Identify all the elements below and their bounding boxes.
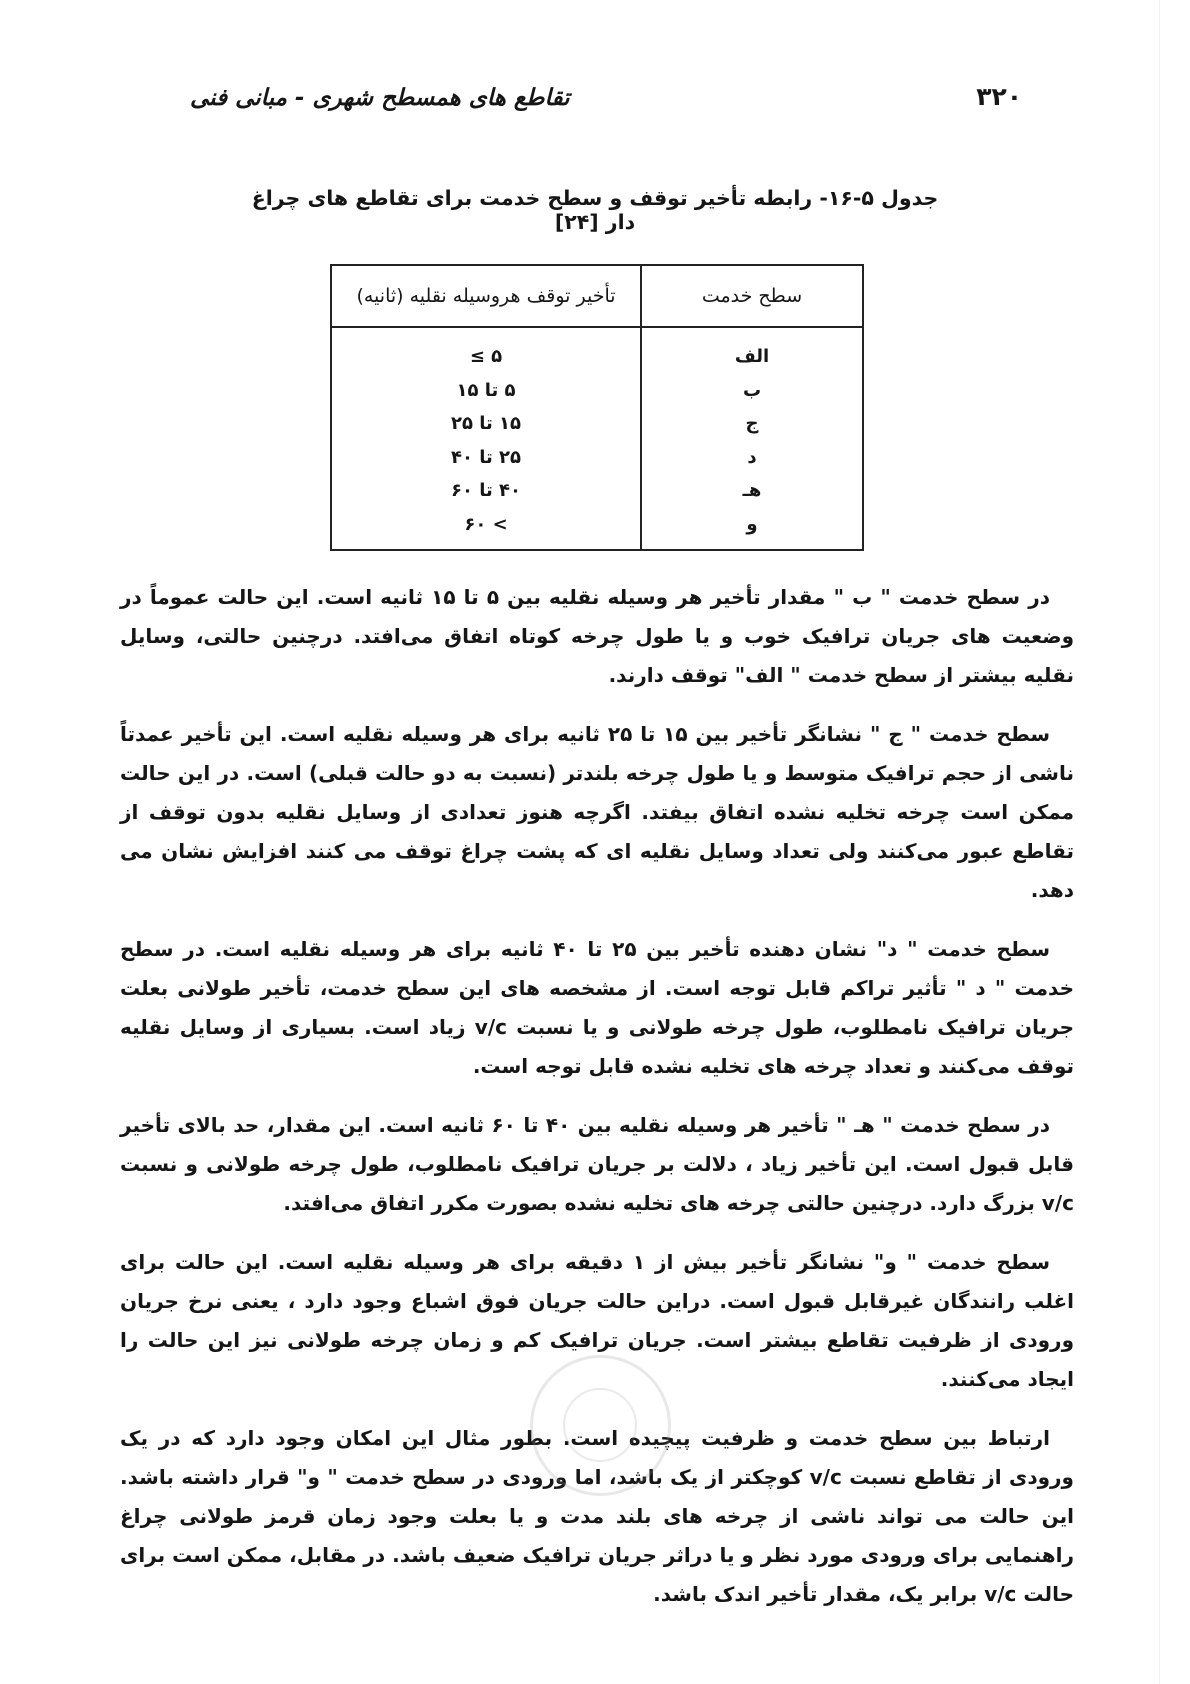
cell-los: د [641, 441, 863, 475]
table-caption: جدول ۵-۱۶- رابطه تأخیر توقف و سطح خدمت برای تقاطع های چراغ دار [۲۴] [251, 186, 939, 234]
table-row [331, 441, 863, 475]
running-header [190, 82, 1022, 122]
cell-delay: > ۶۰ [331, 508, 641, 551]
scan-edge-line [1159, 0, 1160, 1684]
table-row [331, 374, 863, 408]
page-number: ۳۲۰ [976, 82, 1022, 111]
cell-los: و [641, 508, 863, 551]
table-row [331, 407, 863, 441]
body-text [120, 578, 1074, 1634]
cell-los: ج [641, 407, 863, 441]
paragraph-los-b: در سطح خدمت " ب " مقدار تأخیر هر وسیله نقلیه بین ۵ تا ۱۵ ثانیه است. این حالت عموماً در وضعیت های جریان ترافیک خوب و یا طول چرخه کوتاه اتفاق می‌افتد. درچنین حالتی، وسایل نقلیه بیشتر از سطح خدمت " الف" توقف دارند. [120, 585, 1074, 687]
cell-delay: ۵ ≥ [331, 327, 641, 374]
table-header-row [331, 265, 863, 327]
cell-los: ب [641, 374, 863, 408]
paragraph-los-d: سطح خدمت " د" نشان دهنده تأخیر بین ۲۵ تا ۴۰ ثانیه برای هر وسیله نقلیه است. در سطح خدمت " د " تأثیر تراکم قابل توجه است. از مشخصه های این سطح خدمت، تأخیر طولانی بعلت جریان ترافیک نامطلوب، طول چرخه طولانی و یا نسبت v/c زیاد است. بسیاری از وسایل نقلیه توقف می‌کنند و تعداد چرخه های تخلیه نشده قابل توجه است. [120, 937, 1074, 1078]
paragraph-los-e: در سطح خدمت " هـ " تأخیر هر وسیله نقلیه بین ۴۰ تا ۶۰ ثانیه است. این مقدار، حد بالای تأخیر قابل قبول است. این تأخیر زیاد ، دلالت بر جریان ترافیک نامطلوب، طول چرخه طولانی و نسبت v/c بزرگ دارد. درچنین حالتی چرخه های تخلیه نشده بصورت مکرر اتفاق می‌افتد. [120, 1113, 1074, 1215]
cell-delay: ۱۵ تا ۲۵ [331, 407, 641, 441]
header-delay: تأخیر توقف هروسیله نقلیه (ثانیه) [331, 265, 641, 327]
table-row [331, 474, 863, 508]
table-row [331, 327, 863, 374]
paragraph-los-f: سطح خدمت " و" نشانگر تأخیر بیش از ۱ دقیقه برای هر وسیله نقلیه است. این حالت برای اغلب رانندگان غیرقابل قبول است. دراین حالت جریان فوق اشباع وجود دارد ، یعنی نرخ جریان ورودی از ظرفیت تقاطع بیشتر است. جریان ترافیک کم و زمان چرخه طولانی نیز این حالت را ایجاد می‌کنند. [120, 1250, 1074, 1391]
cell-delay: ۵ تا ۱۵ [331, 374, 641, 408]
paragraph-capacity: ارتباط بین سطح خدمت و ظرفیت پیچیده است. بطور مثال این امکان وجود دارد که در یک ورودی از تقاطع نسبت v/c کوچکتر از یک باشد، اما ورودی در سطح خدمت " و" قرار داشته باشد. این حالت می تواند ناشی از چرخه های بلند مدت و یا بعلت وجود زمان قرمز طولانی چراغ راهنمایی برای ورودی مورد نظر و یا دراثر جریان ترافیک ضعیف باشد. در مقابل، ممکن است برای حالت v/c برابر یک، مقدار تأخیر اندک باشد. [120, 1426, 1074, 1606]
cell-los: هـ [641, 474, 863, 508]
table-row [331, 508, 863, 551]
cell-delay: ۲۵ تا ۴۰ [331, 441, 641, 475]
running-title: تقاطع های همسطح شهری - مبانی فنی [190, 85, 570, 111]
paragraph-los-c: سطح خدمت " ج " نشانگر تأخیر بین ۱۵ تا ۲۵ ثانیه برای هر وسیله نقلیه است. این تأخیر عمدتاً ناشی از حجم ترافیک متوسط و یا طول چرخه بلندتر (نسبت به دو حالت قبلی) است. در این حالت ممکن است چرخه تخلیه نشده اتفاق بیفتد. اگرچه هنوز تعدادی از وسایل نقلیه بدون توقف از تقاطع عبور می‌کنند ولی تعداد وسایل نقلیه ای که پشت چراغ توقف می کنند افزایش نشان می دهد. [120, 722, 1074, 902]
header-los: سطح خدمت [641, 265, 863, 327]
los-delay-table [330, 264, 864, 551]
cell-los: الف [641, 327, 863, 374]
cell-delay: ۴۰ تا ۶۰ [331, 474, 641, 508]
